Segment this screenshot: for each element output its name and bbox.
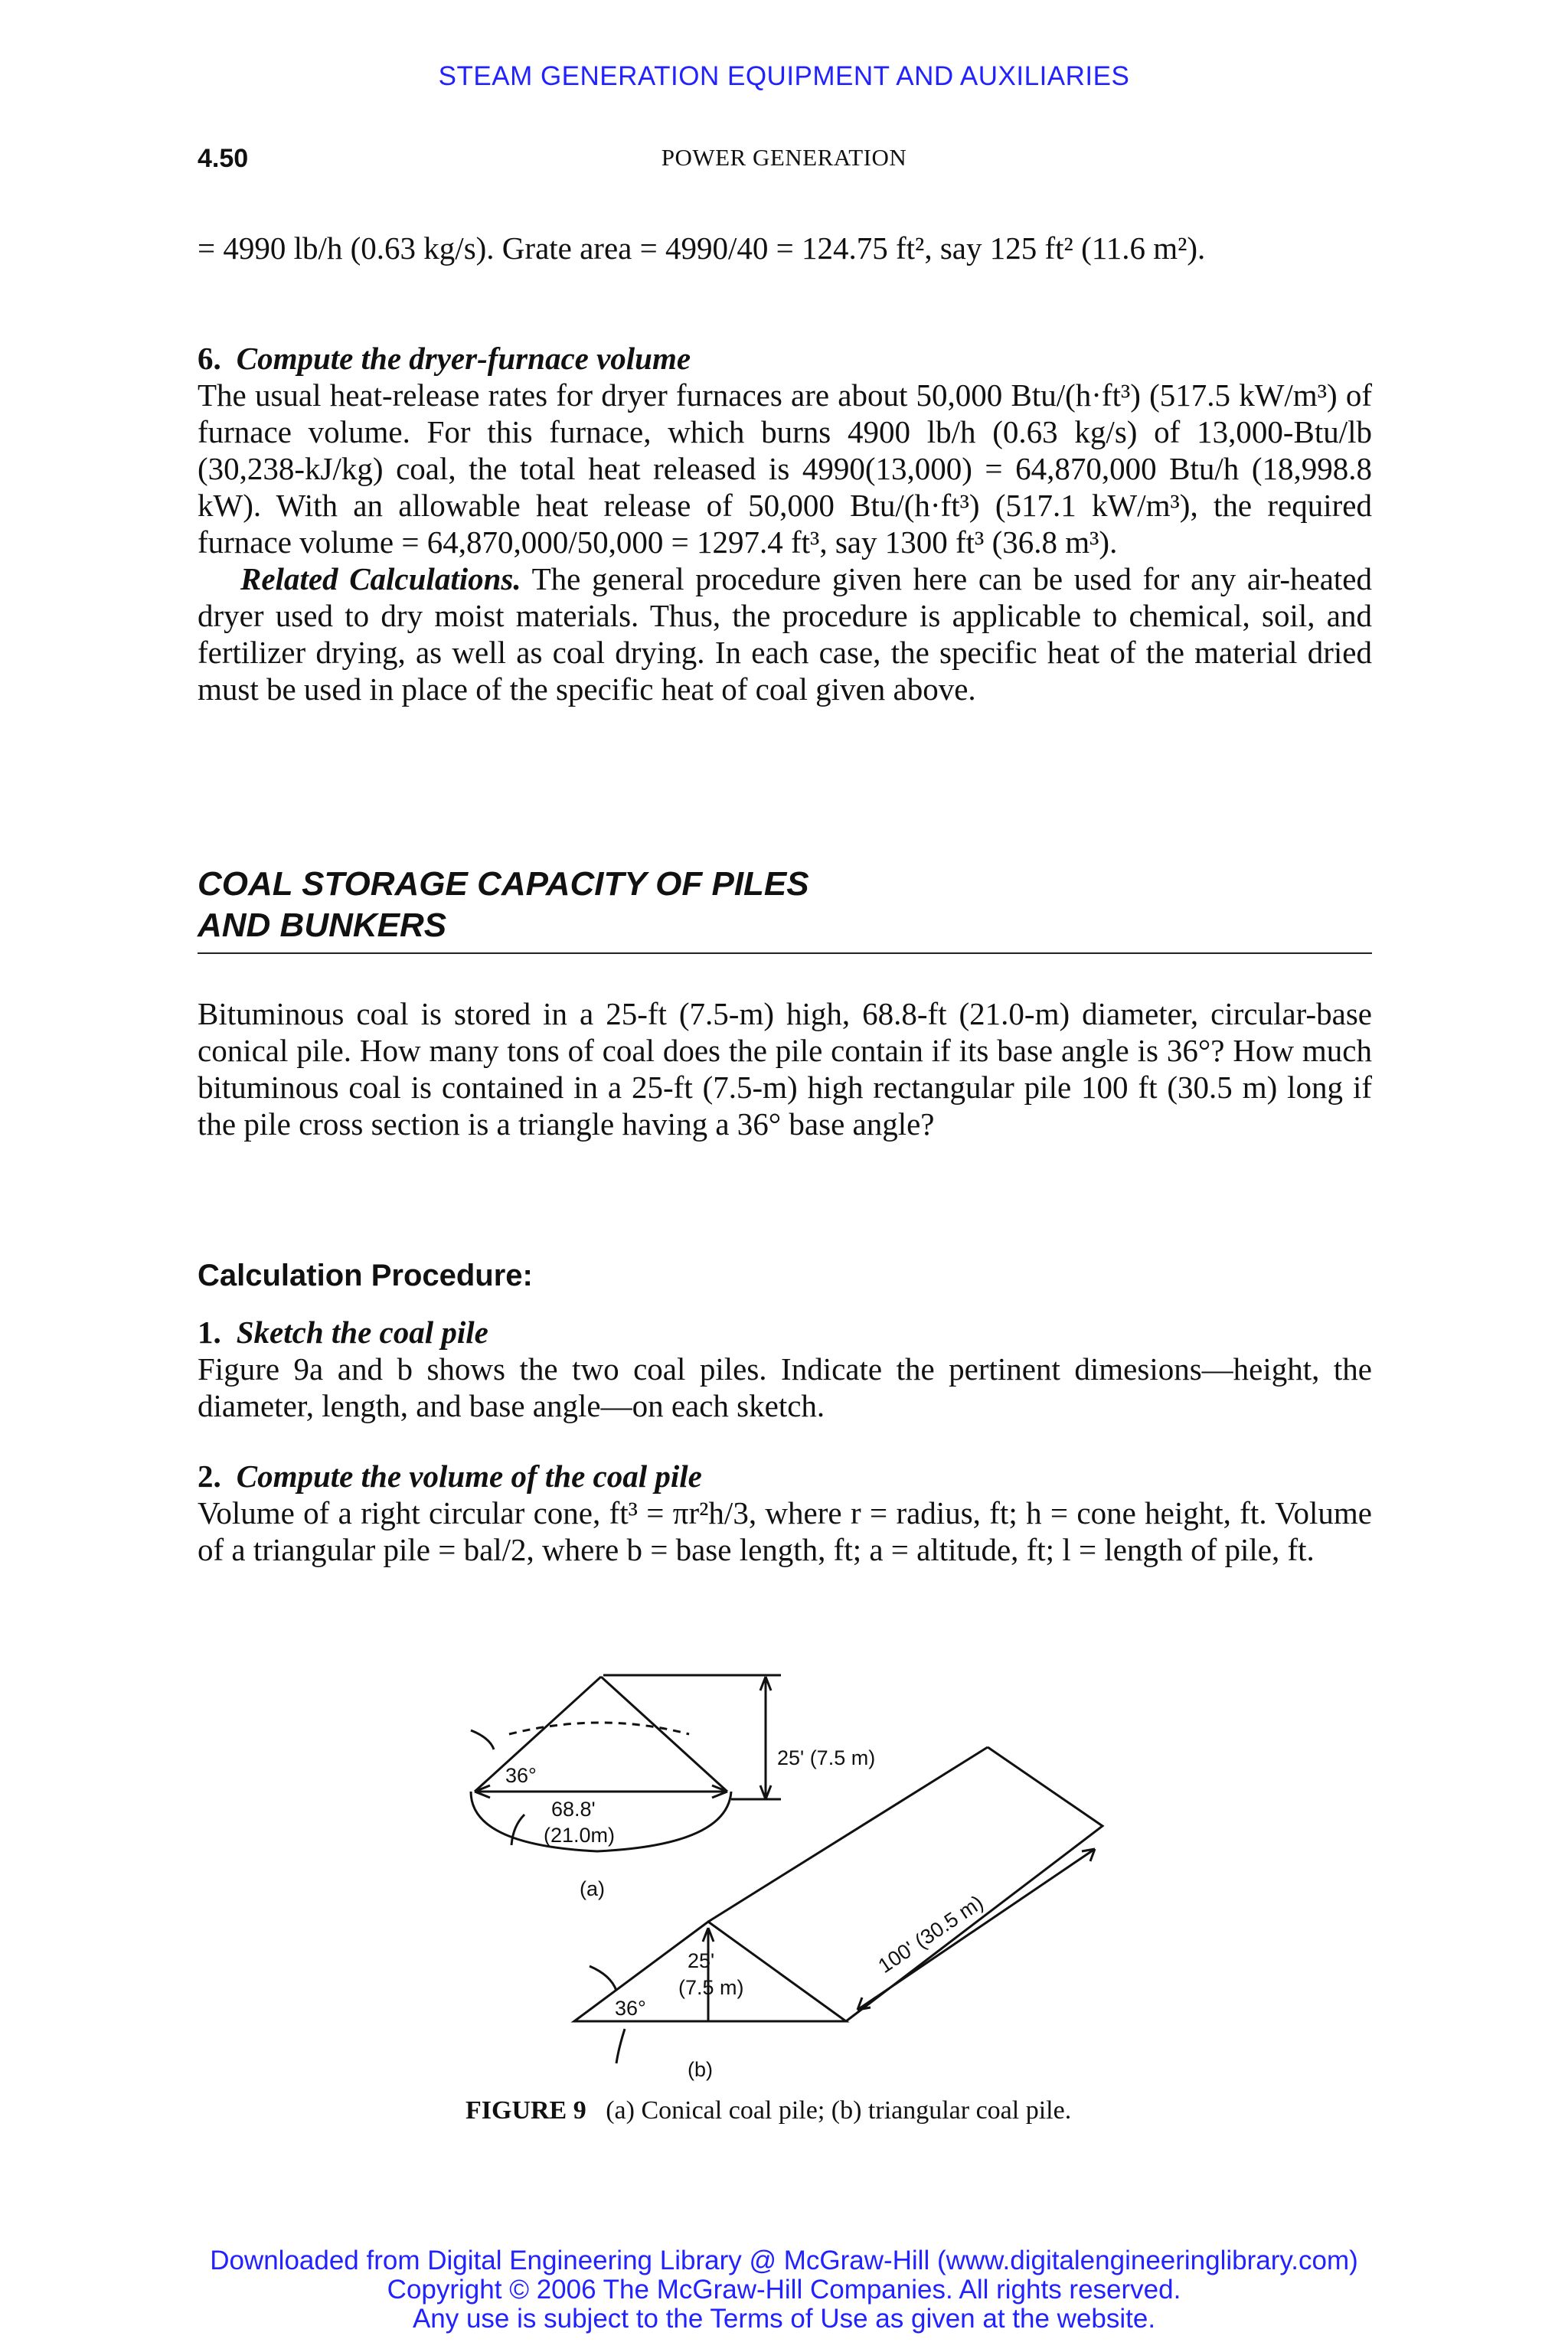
- step6-number: 6.: [198, 341, 221, 376]
- related-calculations-paragraph: [198, 560, 1372, 707]
- running-head: POWER GENERATION: [661, 144, 907, 171]
- figure-b-label: (b): [688, 2058, 713, 2081]
- step1-body: Figure 9a and b shows the two coal piles. Indicate the pertinent dimesions—height, the diameter, length, and base angle—on each sketch.: [198, 1351, 1372, 1423]
- section-heading-line2: AND BUNKERS: [198, 906, 447, 944]
- cone-angle-arrow: [471, 1730, 494, 1749]
- section-divider: [198, 952, 1372, 954]
- top-header-link[interactable]: STEAM GENERATION EQUIPMENT AND AUXILIARIES: [438, 61, 1130, 91]
- footer-terms: Any use is subject to the Terms of Use as given at the website.: [412, 2304, 1156, 2334]
- cone-angle-label: 36°: [505, 1764, 537, 1787]
- cone-diameter-metric-label: (21.0m): [544, 1824, 616, 1847]
- cone-height-dim: [603, 1675, 781, 1799]
- cone-side-right: [601, 1677, 727, 1792]
- prism-angle-label: 36°: [615, 1997, 646, 2020]
- step6-title: Compute the dryer-furnace volume: [236, 341, 691, 376]
- prism-ridge: [708, 1747, 988, 1922]
- step2-number: 2.: [198, 1459, 221, 1494]
- related-calculations-text: The general procedure given here can be used for any air-heated dryer used to dry moist materials. Thus, the procedure is applicable to chemical, soil, and fertilizer drying, as well as coal drying. In each case, the specific heat of the material dried must be used in place of the specific heat of coal given above.: [198, 561, 1372, 707]
- section-heading: [198, 864, 1372, 946]
- cone-diameter-label: 68.8': [551, 1798, 596, 1821]
- prism-height-label: 25': [688, 1949, 715, 1972]
- prism-length-label: 100' (30.5 m): [874, 1890, 988, 1978]
- cone-side-left: [475, 1677, 601, 1792]
- prism-back-edge: [846, 1747, 1102, 2021]
- problem-statement: Bituminous coal is stored in a 25-ft (7.5-m) high, 68.8-ft (21.0-m) diameter, circular-base conical pile. How many tons of coal does the pile contain if its base angle is 36°? How much bituminous coal is contained in a 25-ft (7.5-m) high rectangular pile 100 ft (30.5 m) long if the pile cross section is a triangle having a 36° base angle?: [198, 996, 1372, 1142]
- step2-heading: [198, 1458, 1372, 1494]
- step2-title: Compute the volume of the coal pile: [236, 1459, 702, 1494]
- figure-9-diagram: [429, 1654, 1148, 2082]
- step1-heading: [198, 1314, 1372, 1351]
- step1-number: 1.: [198, 1315, 221, 1350]
- step2-block: [198, 1458, 1372, 1568]
- intro-paragraph: = 4990 lb/h (0.63 kg/s). Grate area = 4990/40 = 124.75 ft², say 125 ft² (11.6 m²).: [198, 230, 1206, 266]
- footer-notice: [0, 2246, 1568, 2334]
- step6-heading: [198, 340, 1372, 377]
- page-number: 4.50: [198, 144, 249, 173]
- prism-length-dim: [858, 1849, 1095, 2010]
- step1-block: [198, 1314, 1372, 1424]
- footer-copyright: Copyright © 2006 The McGraw-Hill Companies. All rights reserved.: [387, 2275, 1181, 2305]
- cone-height-label: 25' (7.5 m): [777, 1746, 876, 1769]
- figure-caption-label: FIGURE 9: [466, 2096, 586, 2125]
- figure-a-label: (a): [580, 1877, 605, 1900]
- figure-caption: [466, 2095, 1124, 2127]
- intro-block: [198, 230, 1372, 266]
- step6-block: [198, 340, 1372, 707]
- step6-body: The usual heat-release rates for dryer furnaces are about 50,000 Btu/(h·ft³) (517.5 kW/m³) of furnace volume. For this furnace, which burns 4900 lb/h (0.63 kg/s) of 13,000-Btu/lb (30,238-kJ/kg) coal, the total heat released is 4990(13,000) = 64,870,000 Btu/h (18,998.8 kW). With an allowable heat release of 50,000 Btu/(h·ft³) (517.1 kW/m³), the required furnace volume = 64,870,000/50,000 = 1297.4 ft³, say 1300 ft³ (36.8 m³).: [198, 377, 1372, 560]
- calculation-procedure-heading: Calculation Procedure:: [198, 1259, 533, 1292]
- prism-height-metric-label: (7.5 m): [678, 1976, 744, 1999]
- prism-angle-arrow: [590, 1966, 616, 1991]
- related-calculations-label: Related Calculations.: [240, 561, 521, 596]
- step1-title: Sketch the coal pile: [236, 1315, 488, 1350]
- section-heading-line1: COAL STORAGE CAPACITY OF PILES: [198, 865, 809, 903]
- footer-download-link[interactable]: Downloaded from Digital Engineering Library @ McGraw-Hill (www.digitalengineeringlibrary.com): [210, 2246, 1358, 2275]
- step2-body: Volume of a right circular cone, ft³ = πr²h/3, where r = radius, ft; h = cone height, ft. Volume of a triangular pile = bal/2, where b = base length, ft; a = altitude, ft; l = length of pile, ft.: [198, 1495, 1372, 1567]
- problem-block: [198, 995, 1372, 1142]
- figure-caption-text: (a) Conical coal pile; (b) triangular coal pile.: [606, 2096, 1072, 2125]
